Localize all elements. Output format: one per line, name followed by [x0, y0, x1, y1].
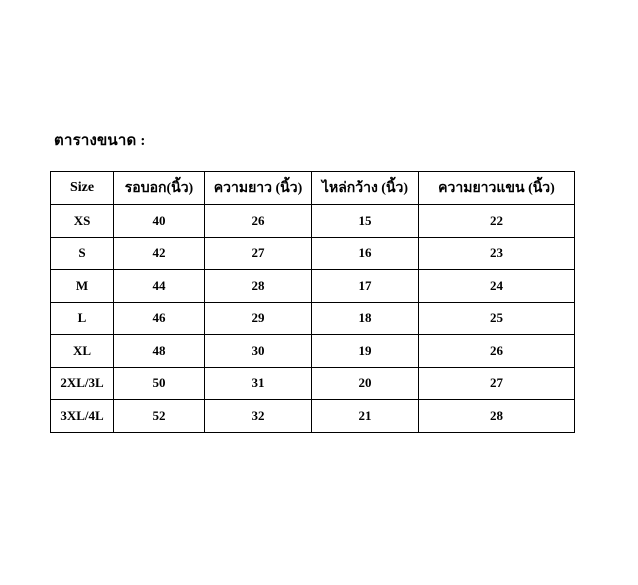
- cell-size: 2XL/3L: [51, 367, 114, 400]
- table-row: [51, 302, 575, 335]
- cell-length: 31: [205, 367, 312, 400]
- cell-length: 28: [205, 270, 312, 303]
- cell-chest: 42: [114, 237, 205, 270]
- cell-shoulder: 16: [312, 237, 419, 270]
- cell-size: M: [51, 270, 114, 303]
- cell-sleeve-length: 22: [419, 205, 575, 238]
- cell-size: XL: [51, 335, 114, 368]
- cell-sleeve-length: 24: [419, 270, 575, 303]
- table-row: [51, 270, 575, 303]
- cell-length: 26: [205, 205, 312, 238]
- cell-sleeve-length: 28: [419, 400, 575, 433]
- table-row: [51, 367, 575, 400]
- cell-chest: 40: [114, 205, 205, 238]
- cell-chest: 46: [114, 302, 205, 335]
- cell-chest: 52: [114, 400, 205, 433]
- cell-size: L: [51, 302, 114, 335]
- header-size: Size: [51, 172, 114, 205]
- cell-shoulder: 17: [312, 270, 419, 303]
- header-shoulder: ไหล่กว้าง (นิ้ว): [312, 172, 419, 205]
- cell-shoulder: 20: [312, 367, 419, 400]
- size-chart-table: [50, 171, 575, 433]
- header-chest: รอบอก(นิ้ว): [114, 172, 205, 205]
- cell-sleeve-length: 25: [419, 302, 575, 335]
- header-sleeve-length: ความยาวแขน (นิ้ว): [419, 172, 575, 205]
- cell-sleeve-length: 27: [419, 367, 575, 400]
- cell-length: 27: [205, 237, 312, 270]
- cell-length: 30: [205, 335, 312, 368]
- cell-shoulder: 21: [312, 400, 419, 433]
- cell-shoulder: 15: [312, 205, 419, 238]
- table-row: [51, 237, 575, 270]
- table-header-row: [51, 172, 575, 205]
- cell-size: XS: [51, 205, 114, 238]
- cell-length: 29: [205, 302, 312, 335]
- cell-chest: 48: [114, 335, 205, 368]
- cell-chest: 50: [114, 367, 205, 400]
- cell-chest: 44: [114, 270, 205, 303]
- cell-length: 32: [205, 400, 312, 433]
- cell-sleeve-length: 26: [419, 335, 575, 368]
- table-row: [51, 400, 575, 433]
- table-row: [51, 205, 575, 238]
- cell-size: S: [51, 237, 114, 270]
- table-row: [51, 335, 575, 368]
- cell-size: 3XL/4L: [51, 400, 114, 433]
- cell-shoulder: 19: [312, 335, 419, 368]
- cell-sleeve-length: 23: [419, 237, 575, 270]
- header-length: ความยาว (นิ้ว): [205, 172, 312, 205]
- cell-shoulder: 18: [312, 302, 419, 335]
- page-title: ตารางขนาด :: [54, 133, 146, 149]
